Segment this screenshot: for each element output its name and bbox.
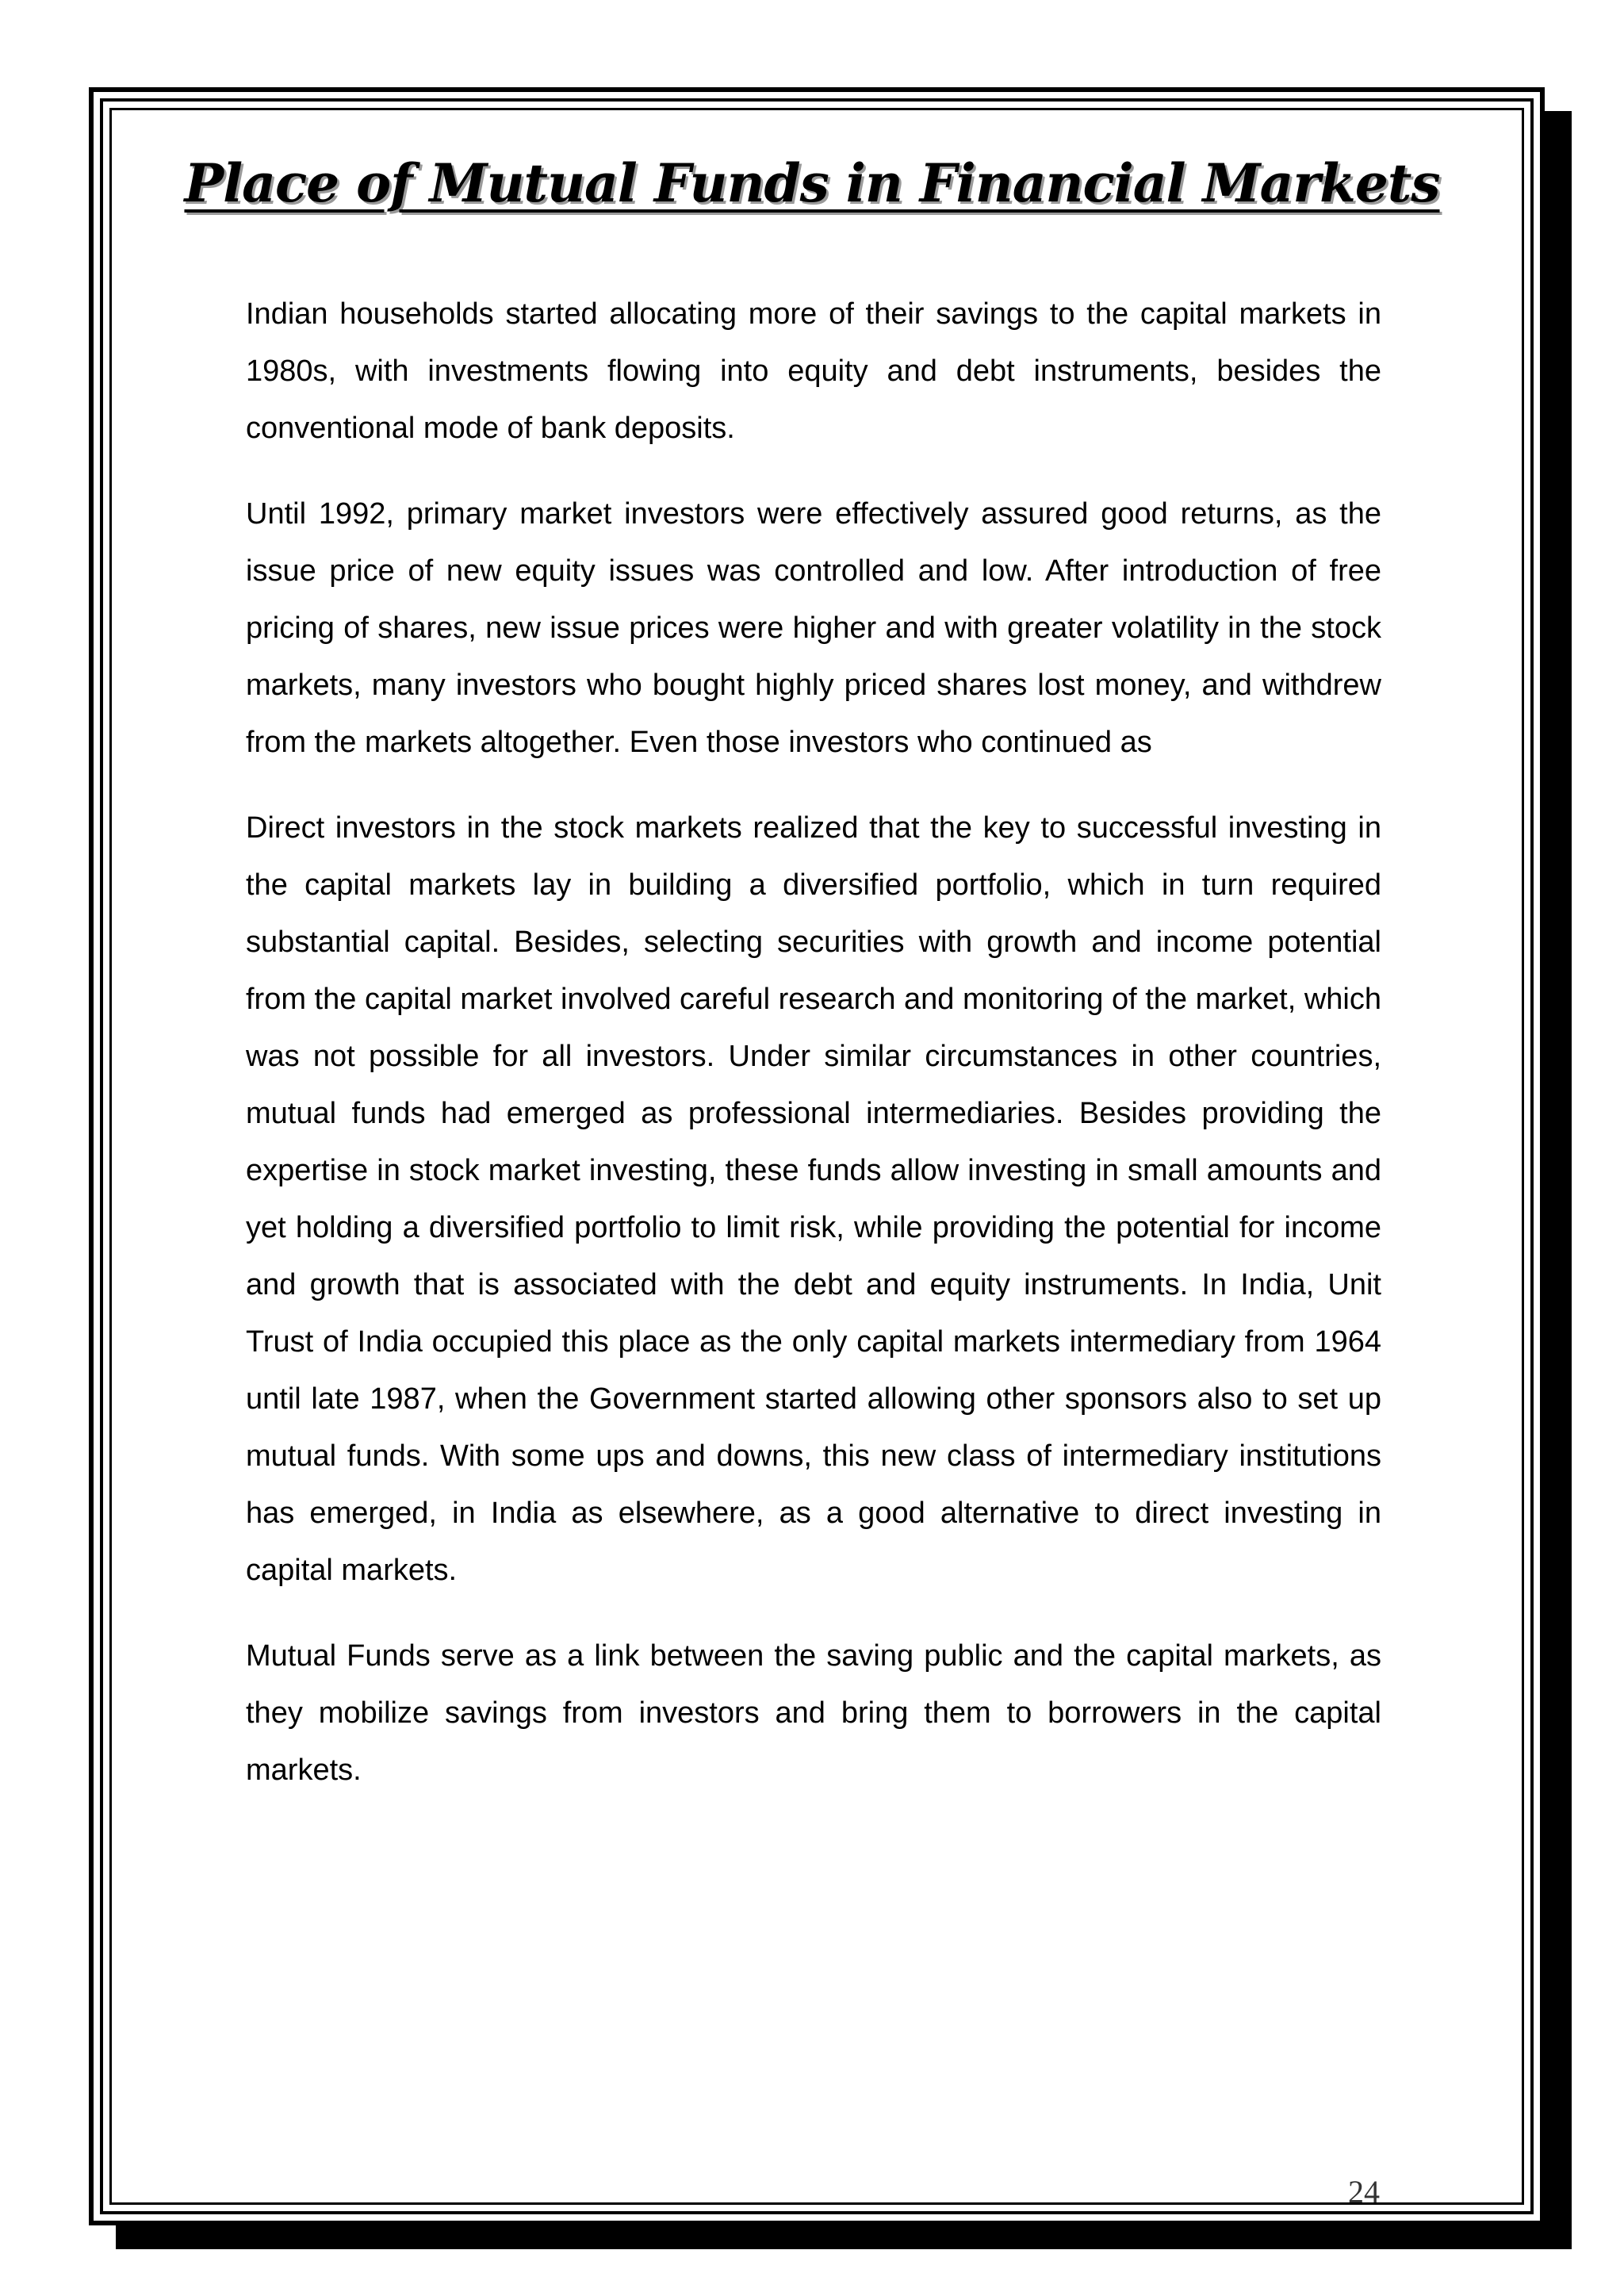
page-title-text: Place of Mutual Funds in Financial Markets (184, 152, 1440, 214)
paragraph-3: Direct investors in the stock markets realized that the key to successful investing in the capital markets lay in building a diversified portfolio, which in turn required substantial capital. Besides, selecting securities with growth and income potential from the capital market involved careful research and monitoring of the market, which was not possible for all investors. Under similar circumstances in other countries, mutual funds had emerged as professional intermediaries. Besides providing the expertise in stock market investing, these funds allow investing in small amounts and yet holding a diversified portfolio to limit risk, while providing the potential for income and growth that is associated with the debt and equity instruments. In India, Unit Trust of India occupied this place as the only capital markets intermediary from 1964 until late 1987, when the Government started allowing other sponsors also to set up mutual funds. With some ups and downs, this new class of intermediary institutions has emerged, in India as elsewhere, as a good alternative to direct investing in capital markets. (246, 811, 1381, 1587)
paragraph-1: Indian households started allocating more of their savings to the capital markets in 1980s, with investments flowing into equity and debt instruments, besides the conventional mode of bank deposits. (246, 297, 1381, 445)
page-title (0, 152, 1624, 214)
paragraph-4: Mutual Funds serve as a link between the saving public and the capital markets, as they mobilize savings from investors and bring them to borrowers in the capital markets. (246, 1639, 1381, 1787)
page-number: 24 (1348, 2174, 1380, 2210)
body-text (246, 286, 1381, 1827)
paragraph-2: Until 1992, primary market investors were effectively assured good returns, as the issue price of new equity issues was controlled and low. After introduction of free pricing of shares, new issue prices were higher and with greater volatility in the stock markets, many investors who bought highly priced shares lost money, and withdrew from the markets altogether. Even those investors who continued as (246, 497, 1381, 759)
